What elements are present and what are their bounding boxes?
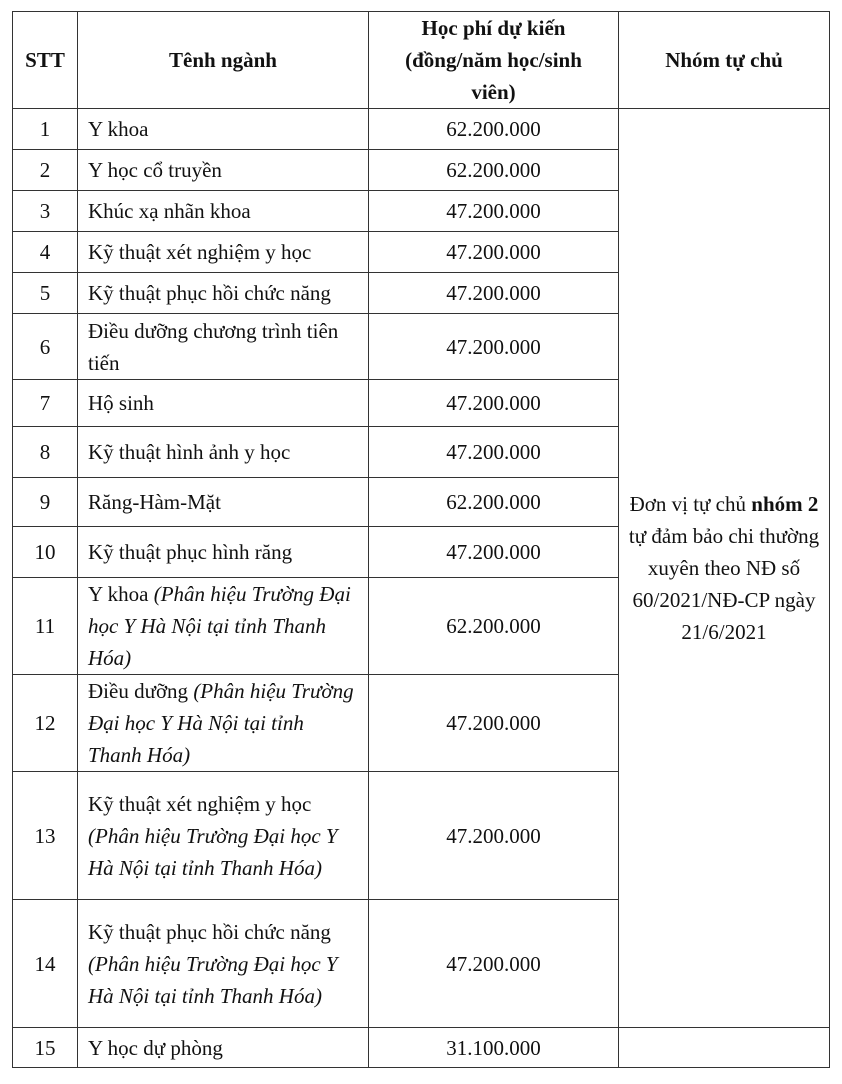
program-name: Điều dưỡng <box>88 679 189 703</box>
program-name: Hộ sinh <box>88 391 154 415</box>
table-row <box>13 109 830 150</box>
program-name: Y khoa <box>88 582 149 606</box>
table-row <box>13 1028 830 1068</box>
program-name: Y học cổ truyền <box>88 158 222 182</box>
empty-group-cell <box>619 1028 830 1068</box>
program-name: Y khoa <box>88 117 149 141</box>
row-name <box>78 427 369 478</box>
row-fee: 62.200.000 <box>369 150 619 191</box>
program-name: Kỹ thuật phục hình răng <box>88 540 293 564</box>
program-name: Y học dự phòng <box>88 1035 223 1060</box>
row-stt: 9 <box>13 478 78 527</box>
row-name <box>78 900 369 1028</box>
row-stt: 6 <box>13 314 78 380</box>
tuition-table <box>12 11 830 1068</box>
header-row <box>13 12 830 109</box>
row-fee: 47.200.000 <box>369 900 619 1028</box>
row-stt: 8 <box>13 427 78 478</box>
row-fee: 47.200.000 <box>369 527 619 578</box>
row-fee: 47.200.000 <box>369 232 619 273</box>
row-fee: 31.100.000 <box>369 1028 619 1068</box>
group-note-bold: nhóm 2 <box>751 492 819 516</box>
branch-note: (Phân hiệu Trường Đại học Y Hà Nội tại tỉnh Thanh Hóa) <box>88 951 338 1008</box>
row-fee: 47.200.000 <box>369 380 619 427</box>
row-fee: 62.200.000 <box>369 578 619 675</box>
row-stt: 7 <box>13 380 78 427</box>
group-note-after: tự đảm bảo chi thường xuyên theo NĐ số 60/2021/NĐ-CP ngày 21/6/2021 <box>628 524 820 644</box>
row-fee: 47.200.000 <box>369 273 619 314</box>
program-name: Kỹ thuật phục hồi chức năng <box>88 281 331 305</box>
program-name: Kỹ thuật phục hồi chức năng <box>88 919 331 944</box>
row-fee: 47.200.000 <box>369 675 619 772</box>
row-name <box>78 150 369 191</box>
program-name: Điều dưỡng chương trình tiên tiến <box>88 318 339 375</box>
program-name: Kỹ thuật hình ảnh y học <box>88 440 291 464</box>
row-name <box>78 527 369 578</box>
row-fee: 47.200.000 <box>369 427 619 478</box>
row-stt: 1 <box>13 109 78 150</box>
header-stt: STT <box>13 12 78 109</box>
row-name <box>78 314 369 380</box>
row-fee: 47.200.000 <box>369 772 619 900</box>
autonomy-group-note <box>619 109 830 1028</box>
row-name <box>78 273 369 314</box>
group-note-before: Đơn vị tự chủ <box>629 492 752 516</box>
header-fee: Học phí dự kiến (đồng/năm học/sinh viên) <box>369 12 619 109</box>
row-name <box>78 1028 369 1068</box>
row-stt: 12 <box>13 675 78 772</box>
header-name: Tênh ngành <box>78 12 369 109</box>
row-name <box>78 478 369 527</box>
branch-note: (Phân hiệu Trường Đại học Y Hà Nội tại tỉnh Thanh Hóa) <box>88 582 351 670</box>
row-name <box>78 232 369 273</box>
row-name <box>78 675 369 772</box>
row-stt: 11 <box>13 578 78 675</box>
branch-note: (Phân hiệu Trường Đại học Y Hà Nội tại tỉnh Thanh Hóa) <box>88 679 354 767</box>
row-name <box>78 578 369 675</box>
row-fee: 47.200.000 <box>369 314 619 380</box>
branch-note: (Phân hiệu Trường Đại học Y Hà Nội tại tỉnh Thanh Hóa) <box>88 823 338 880</box>
row-fee: 62.200.000 <box>369 109 619 150</box>
row-stt: 14 <box>13 900 78 1028</box>
program-name: Kỹ thuật xét nghiệm y học <box>88 791 312 816</box>
row-name <box>78 109 369 150</box>
row-fee: 47.200.000 <box>369 191 619 232</box>
row-name <box>78 380 369 427</box>
row-fee: 62.200.000 <box>369 478 619 527</box>
row-name <box>78 191 369 232</box>
row-stt: 3 <box>13 191 78 232</box>
program-name: Kỹ thuật xét nghiệm y học <box>88 240 312 264</box>
row-name <box>78 772 369 900</box>
row-stt: 15 <box>13 1028 78 1068</box>
row-stt: 2 <box>13 150 78 191</box>
row-stt: 5 <box>13 273 78 314</box>
program-name: Khúc xạ nhãn khoa <box>88 199 251 223</box>
row-stt: 13 <box>13 772 78 900</box>
program-name: Răng-Hàm-Mặt <box>88 490 221 514</box>
row-stt: 4 <box>13 232 78 273</box>
header-group: Nhóm tự chủ <box>619 12 830 109</box>
row-stt: 10 <box>13 527 78 578</box>
